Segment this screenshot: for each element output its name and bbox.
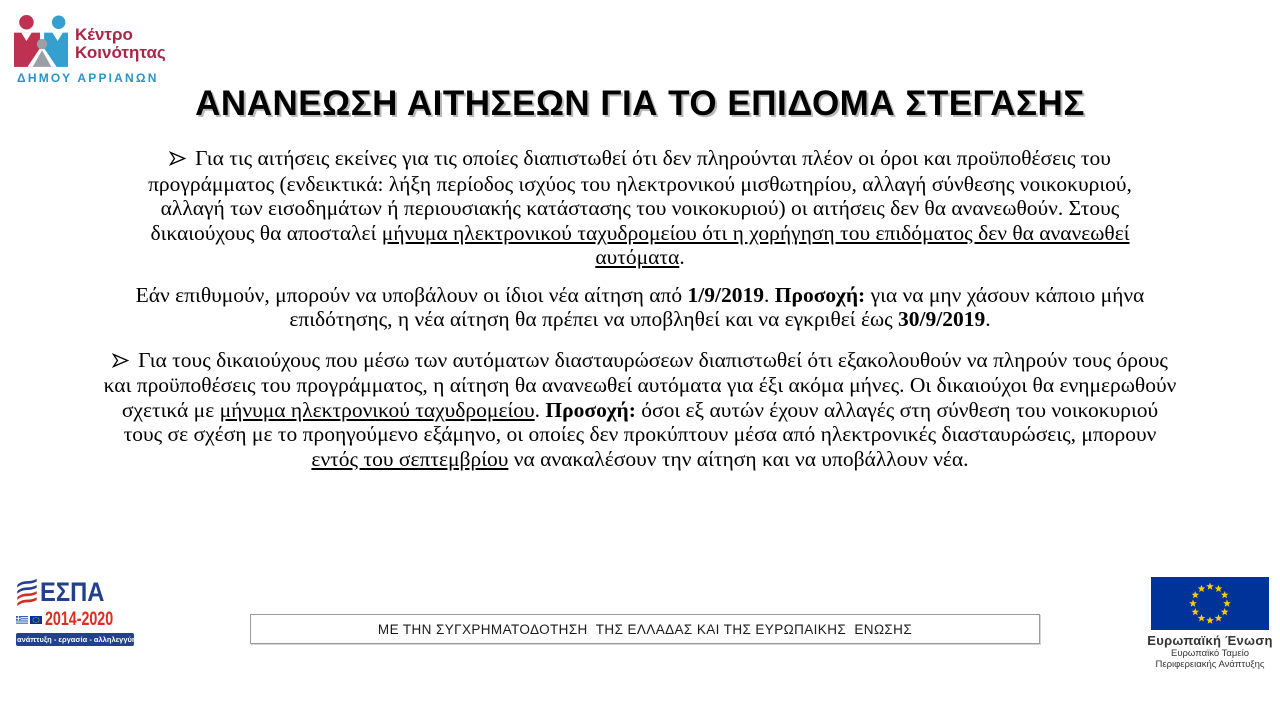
body-text [100,146,1180,471]
espa-years: 2014-2020 [45,609,114,630]
eu-fund-label-line1: Ευρωπαϊκό Ταμείο [1171,648,1249,659]
logo-name-line1: Κέντρο [75,25,133,44]
eu-flag-small-icon [30,616,42,624]
paragraph-runs: Για τις αιτήσεις εκείνες για τις οποίες διαπιστωθεί ότι δεν πληρούνται πλέον οι όροι και προϋποθέσεις του προγράμματος (ενδεικτικά: λήξη περίοδος ισχύος του ηλεκτρονικού μισθωτηρίου, αλλαγή σύνθεσης νοικοκυριού, αλλαγή των εισοδημάτων ή περιουσιακής κατάστασης του νοικοκυριού) οι αιτήσεις δεν θα ανανεωθούν. Στους δικαιούχους θα αποσταλεί μήνυμα ηλεκτρονικού ταχυδρομείου ότι η χορήγηση του επιδόματος δεν θα ανανεωθεί αυτόματα. [148,146,1132,269]
eu-union-label: Ευρωπαϊκή Ένωση [1147,633,1273,648]
arrow-bullet-icon [169,147,186,172]
espa-tagline: ανάπτυξη - εργασία - αλληλεγγύη [17,635,137,644]
logo-municipality: ΔΗΜΟΥ ΑΡΡΙΑΝΩΝ [17,71,159,85]
logo-name [75,26,166,62]
cofinance-banner [250,614,1040,644]
paragraph-runs: Για τους δικαιούχους που μέσω των αυτόματων διασταυρώσεων διαπιστωθεί ότι εξακολουθούν να πληρούν τους όρους και προϋποθέσεις του προγράμματος, η αίτηση θα ανανεωθεί αυτόματα για έξι ακόμα μήνες. Οι δικαιούχοι θα ενημερωθούν σχετικά με μήνυμα ηλεκτρονικού ταχυδρομείου. Προσοχή: όσοι εξ αυτών έχουν αλλαγές στη σύνθεση του νοικοκυριού τους σε σχέση με το προηγούμενο εξάμηνο, οι οποίες δεν προκύπτουν μέσα από ηλεκτρονικές διασταυρώσεις, μπορουν εντός του σεπτεμβρίου να ανακαλέσουν την αίτηση και να υποβάλλουν νέα. [103,347,1177,471]
page-title: ΑΝΑΝΕΩΣΗ ΑΙΤΗΣΕΩΝ ΓΙΑ ΤΟ ΕΠΙΔΟΜΑ ΣΤΕΓΑΣΗΣ [195,84,1085,123]
family-figures-icon [13,15,69,69]
espa-logo [16,577,137,646]
paragraph-auto-renewal [100,348,1180,472]
arrow-bullet-icon [112,349,129,374]
logo-name-line2: Κοινότητας [75,43,166,62]
espa-waves-icon [16,577,38,607]
paragraph-runs: Εάν επιθυμούν, μπορούν να υποβάλουν οι ίδιοι νέα αίτηση από 1/9/2019. Προσοχή: για να μην χάσουν κάποιο μήνα επιδότησης, η νέα αίτηση θα πρέπει να υποβληθεί και να εγκριθεί έως 30/9/2019. [135,282,1145,331]
cofinance-text: ΜΕ ΤΗΝ ΣΥΓΧΡΗΜΑΤΟΔΟΤΗΣΗ ΤΗΣ ΕΛΛΑΔΑΣ ΚΑΙ ΤΗΣ ΕΥΡΩΠΑΙΚΗΣ ΕΝΩΣΗΣ [377,621,913,637]
eu-flag-icon [1151,577,1269,630]
paragraph-renewal-denied [133,146,1148,270]
eu-fund-label-line2: Περιφερειακής Ανάπτυξης [1155,659,1265,670]
espa-name: ΕΣΠΑ [40,577,105,607]
greek-flag-icon [16,616,28,624]
paragraph-new-application [100,283,1180,332]
eu-funding-block [1140,577,1280,670]
